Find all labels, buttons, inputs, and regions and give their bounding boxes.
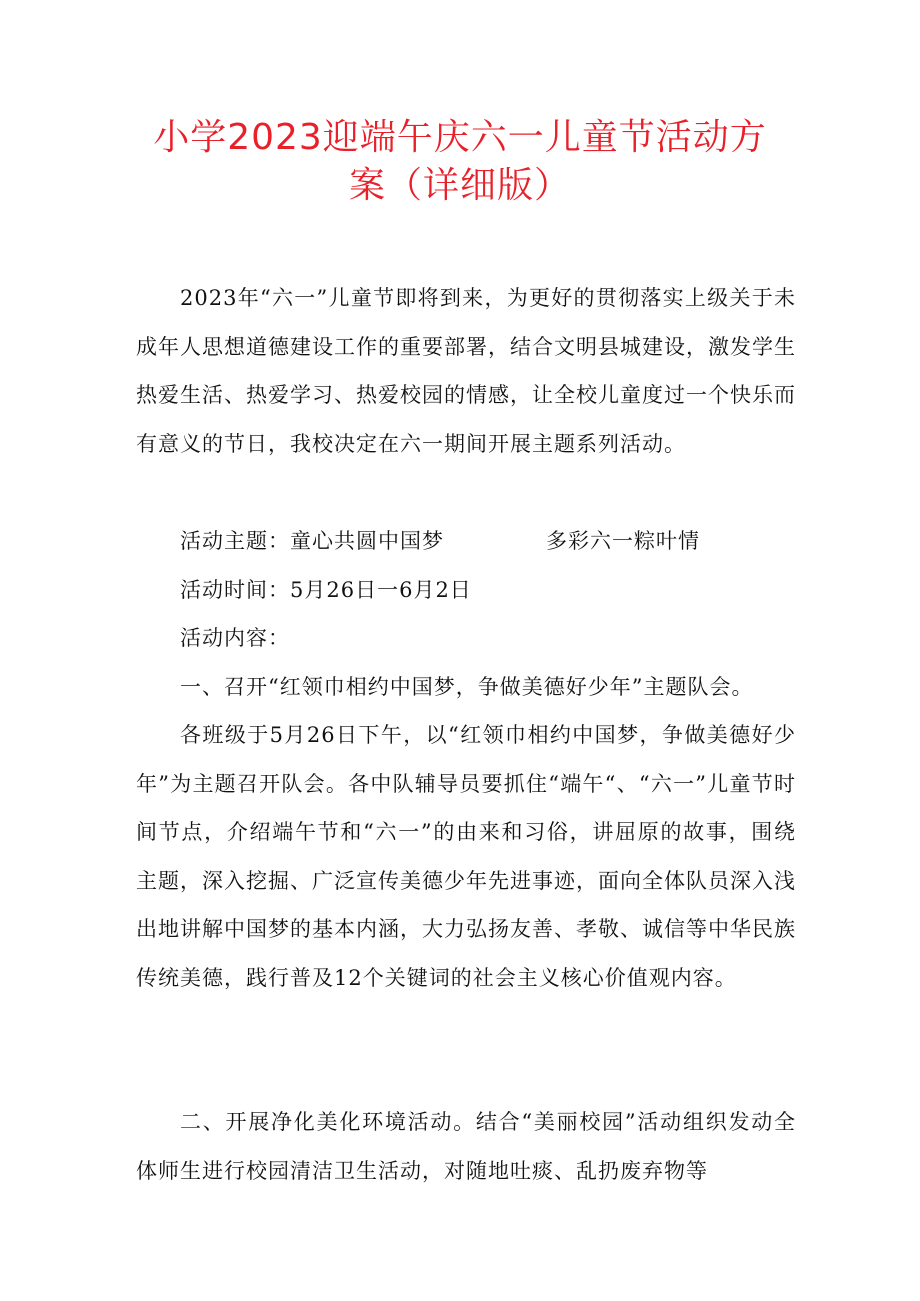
- intro-paragraph: 2023年“六一”儿童节即将到来，为更好的贯彻落实上级关于未成年人思想道德建设工作的重要部署，结合文明县城建设，激发学生热爱生活、热爱学习、热爱校园的情感，让全校儿童度过一个快乐而有意义的节日，我校决定在六一期间开展主题系列活动。: [136, 286, 796, 456]
- theme-line: [136, 517, 796, 566]
- section-1-body-block: [136, 711, 796, 1002]
- section-1-body: 各班级于5月26日下午，以“红领巾相约中国梦，争做美德好少年”为主题召开队会。各中队辅导员要抓住“端午“、“六一”儿童节时间节点，介绍端午节和“六一”的由来和习俗，讲屈原的故事，围绕主题，深入挖掘、广泛宣传美德少年先进事迹，面向全体队员深入浅出地讲解中国梦的基本内涵，大力弘扬友善、孝敬、诚信等中华民族传统美德，践行普及12个关键词的社会主义核心价值观内容。: [136, 723, 796, 990]
- section-1-heading-block: [136, 663, 796, 712]
- section-2-block: [136, 1098, 796, 1195]
- content-label-section: [136, 614, 796, 663]
- document-title-line-1: 小学2023迎端午庆六一儿童节活动方: [153, 117, 767, 158]
- intro-section: [136, 274, 796, 468]
- theme-value: 多彩六一粽叶情: [546, 529, 700, 553]
- section-2-paragraph: 二、开展净化美化环境活动。结合“美丽校园”活动组织发动全体师生进行校园清洁卫生活动，对随地吐痰、乱扔废弃物等: [136, 1110, 796, 1183]
- theme-section: [136, 517, 796, 566]
- document-title-line-2: 案（详细版）: [348, 165, 571, 206]
- time-line: 活动时间：5月26日一6月2日: [180, 578, 472, 602]
- time-section: [136, 566, 796, 615]
- content-label: 活动内容：: [180, 626, 290, 650]
- theme-label: 活动主题：童心共圆中国梦: [180, 529, 444, 553]
- section-1-heading: 一、召开“红领巾相约中国梦，争做美德好少年”主题队会。: [180, 675, 754, 699]
